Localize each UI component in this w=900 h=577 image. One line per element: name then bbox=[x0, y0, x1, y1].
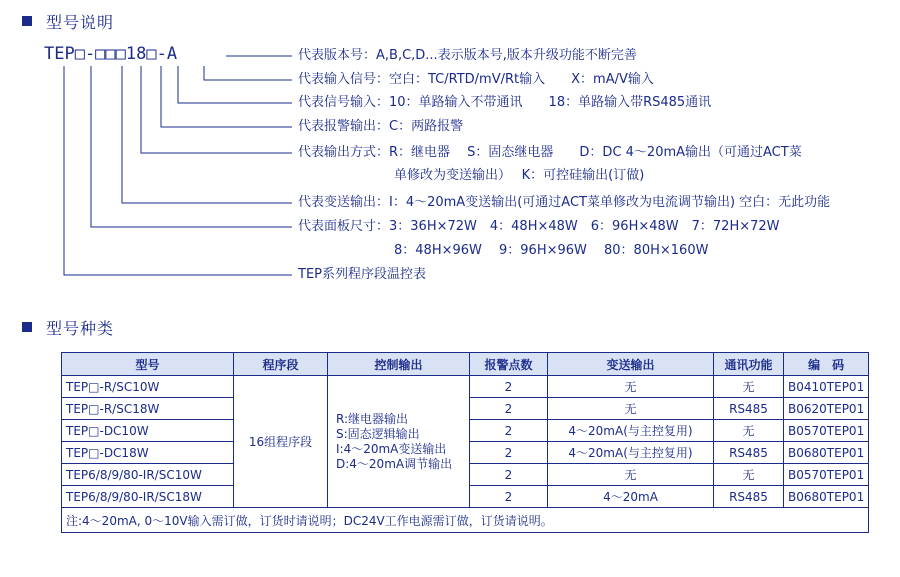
table-header-row bbox=[62, 353, 869, 376]
desc-alarm-output: 代表报警输出：C：两路报警 bbox=[298, 119, 464, 134]
cell-model: TEP6/8/9/80-IR/SC18W bbox=[62, 486, 234, 508]
cell-alarm: 2 bbox=[470, 376, 548, 398]
cell-code: B0620TEP01 bbox=[784, 398, 869, 420]
desc-output-mode: 代表输出方式：R：继电器 S：固态继电器 D：DC 4～20mA输出（可通过ACT菜 bbox=[298, 145, 802, 160]
cell-control-output bbox=[328, 376, 470, 508]
section-title: 型号说明 bbox=[46, 12, 115, 32]
cell-code: B0680TEP01 bbox=[784, 442, 869, 464]
cell-transmit: 4～20mA(与主控复用) bbox=[548, 442, 714, 464]
desc-transmit-output: 代表变送输出：I：4～20mA变送输出(可通过ACT菜单修改为电流调节输出) 空白：无此功能 bbox=[298, 195, 831, 210]
control-output-line: I:4～20mA变送输出 bbox=[336, 441, 447, 456]
cell-code: B0680TEP01 bbox=[784, 486, 869, 508]
cell-model: TEP□-R/SC10W bbox=[62, 376, 234, 398]
cell-transmit: 无 bbox=[548, 376, 714, 398]
cell-comm: 无 bbox=[714, 376, 784, 398]
col-header-control: 控制输出 bbox=[328, 353, 470, 376]
desc-series: TEP系列程序段温控表 bbox=[298, 267, 426, 282]
section-header-model-types bbox=[22, 317, 114, 337]
table-note-row bbox=[62, 508, 869, 533]
cell-code: B0570TEP01 bbox=[784, 420, 869, 442]
section-title: 型号种类 bbox=[46, 318, 115, 338]
cell-program-segment: 16组程序段 bbox=[234, 376, 328, 508]
cell-comm: 无 bbox=[714, 464, 784, 486]
cell-alarm: 2 bbox=[470, 420, 548, 442]
col-header-program: 程序段 bbox=[234, 353, 328, 376]
cell-model: TEP6/8/9/80-IR/SC10W bbox=[62, 464, 234, 486]
col-header-model: 型号 bbox=[62, 353, 234, 376]
col-header-code: 编 码 bbox=[784, 353, 869, 376]
cell-transmit: 4～20mA(与主控复用) bbox=[548, 420, 714, 442]
control-output-line: D:4～20mA调节输出 bbox=[336, 456, 453, 471]
desc-panel-size-cont: 8：48H×96W 9：96H×96W 80：80H×160W bbox=[394, 243, 709, 258]
cell-model: TEP□-DC18W bbox=[62, 442, 234, 464]
desc-panel-size: 代表面板尺寸：3：36H×72W 4：48H×48W 6：96H×48W 7：72H×72W bbox=[298, 219, 780, 234]
desc-signal-input: 代表信号输入：10：单路输入不带通讯 18：单路输入带RS485通讯 bbox=[298, 95, 712, 110]
model-code: TEP□-□□□18□-A bbox=[44, 44, 178, 64]
cell-comm: RS485 bbox=[714, 442, 784, 464]
section-marker-icon bbox=[22, 322, 32, 332]
desc-input-signal: 代表输入信号：空白：TC/RTD/mV/Rt输入 X：mA/V输入 bbox=[298, 72, 654, 87]
cell-comm: RS485 bbox=[714, 486, 784, 508]
table-note: 注:4～20mA, 0～10V输入需订做，订货时请说明；DC24V工作电源需订做，订货请说明。 bbox=[62, 508, 869, 533]
col-header-alarm: 报警点数 bbox=[470, 353, 548, 376]
control-output-line: R:继电器输出 bbox=[336, 411, 409, 426]
cell-comm: RS485 bbox=[714, 398, 784, 420]
table-row bbox=[62, 376, 869, 398]
cell-code: B0410TEP01 bbox=[784, 376, 869, 398]
cell-comm: 无 bbox=[714, 420, 784, 442]
cell-model: TEP□-DC10W bbox=[62, 420, 234, 442]
model-types-table bbox=[61, 352, 869, 533]
desc-output-mode-cont: 单修改为变送输出） K：可控硅输出(订做) bbox=[394, 168, 645, 183]
cell-alarm: 2 bbox=[470, 442, 548, 464]
col-header-comm: 通讯功能 bbox=[714, 353, 784, 376]
cell-alarm: 2 bbox=[470, 464, 548, 486]
cell-alarm: 2 bbox=[470, 398, 548, 420]
cell-code: B0570TEP01 bbox=[784, 464, 869, 486]
cell-alarm: 2 bbox=[470, 486, 548, 508]
cell-transmit: 无 bbox=[548, 398, 714, 420]
cell-model: TEP□-R/SC18W bbox=[62, 398, 234, 420]
desc-version: 代表版本号：A,B,C,D...表示版本号,版本升级功能不断完善 bbox=[298, 48, 637, 63]
control-output-line: S:固态逻辑输出 bbox=[336, 426, 420, 441]
col-header-transmit: 变送输出 bbox=[548, 353, 714, 376]
cell-transmit: 无 bbox=[548, 464, 714, 486]
cell-transmit: 4～20mA bbox=[548, 486, 714, 508]
